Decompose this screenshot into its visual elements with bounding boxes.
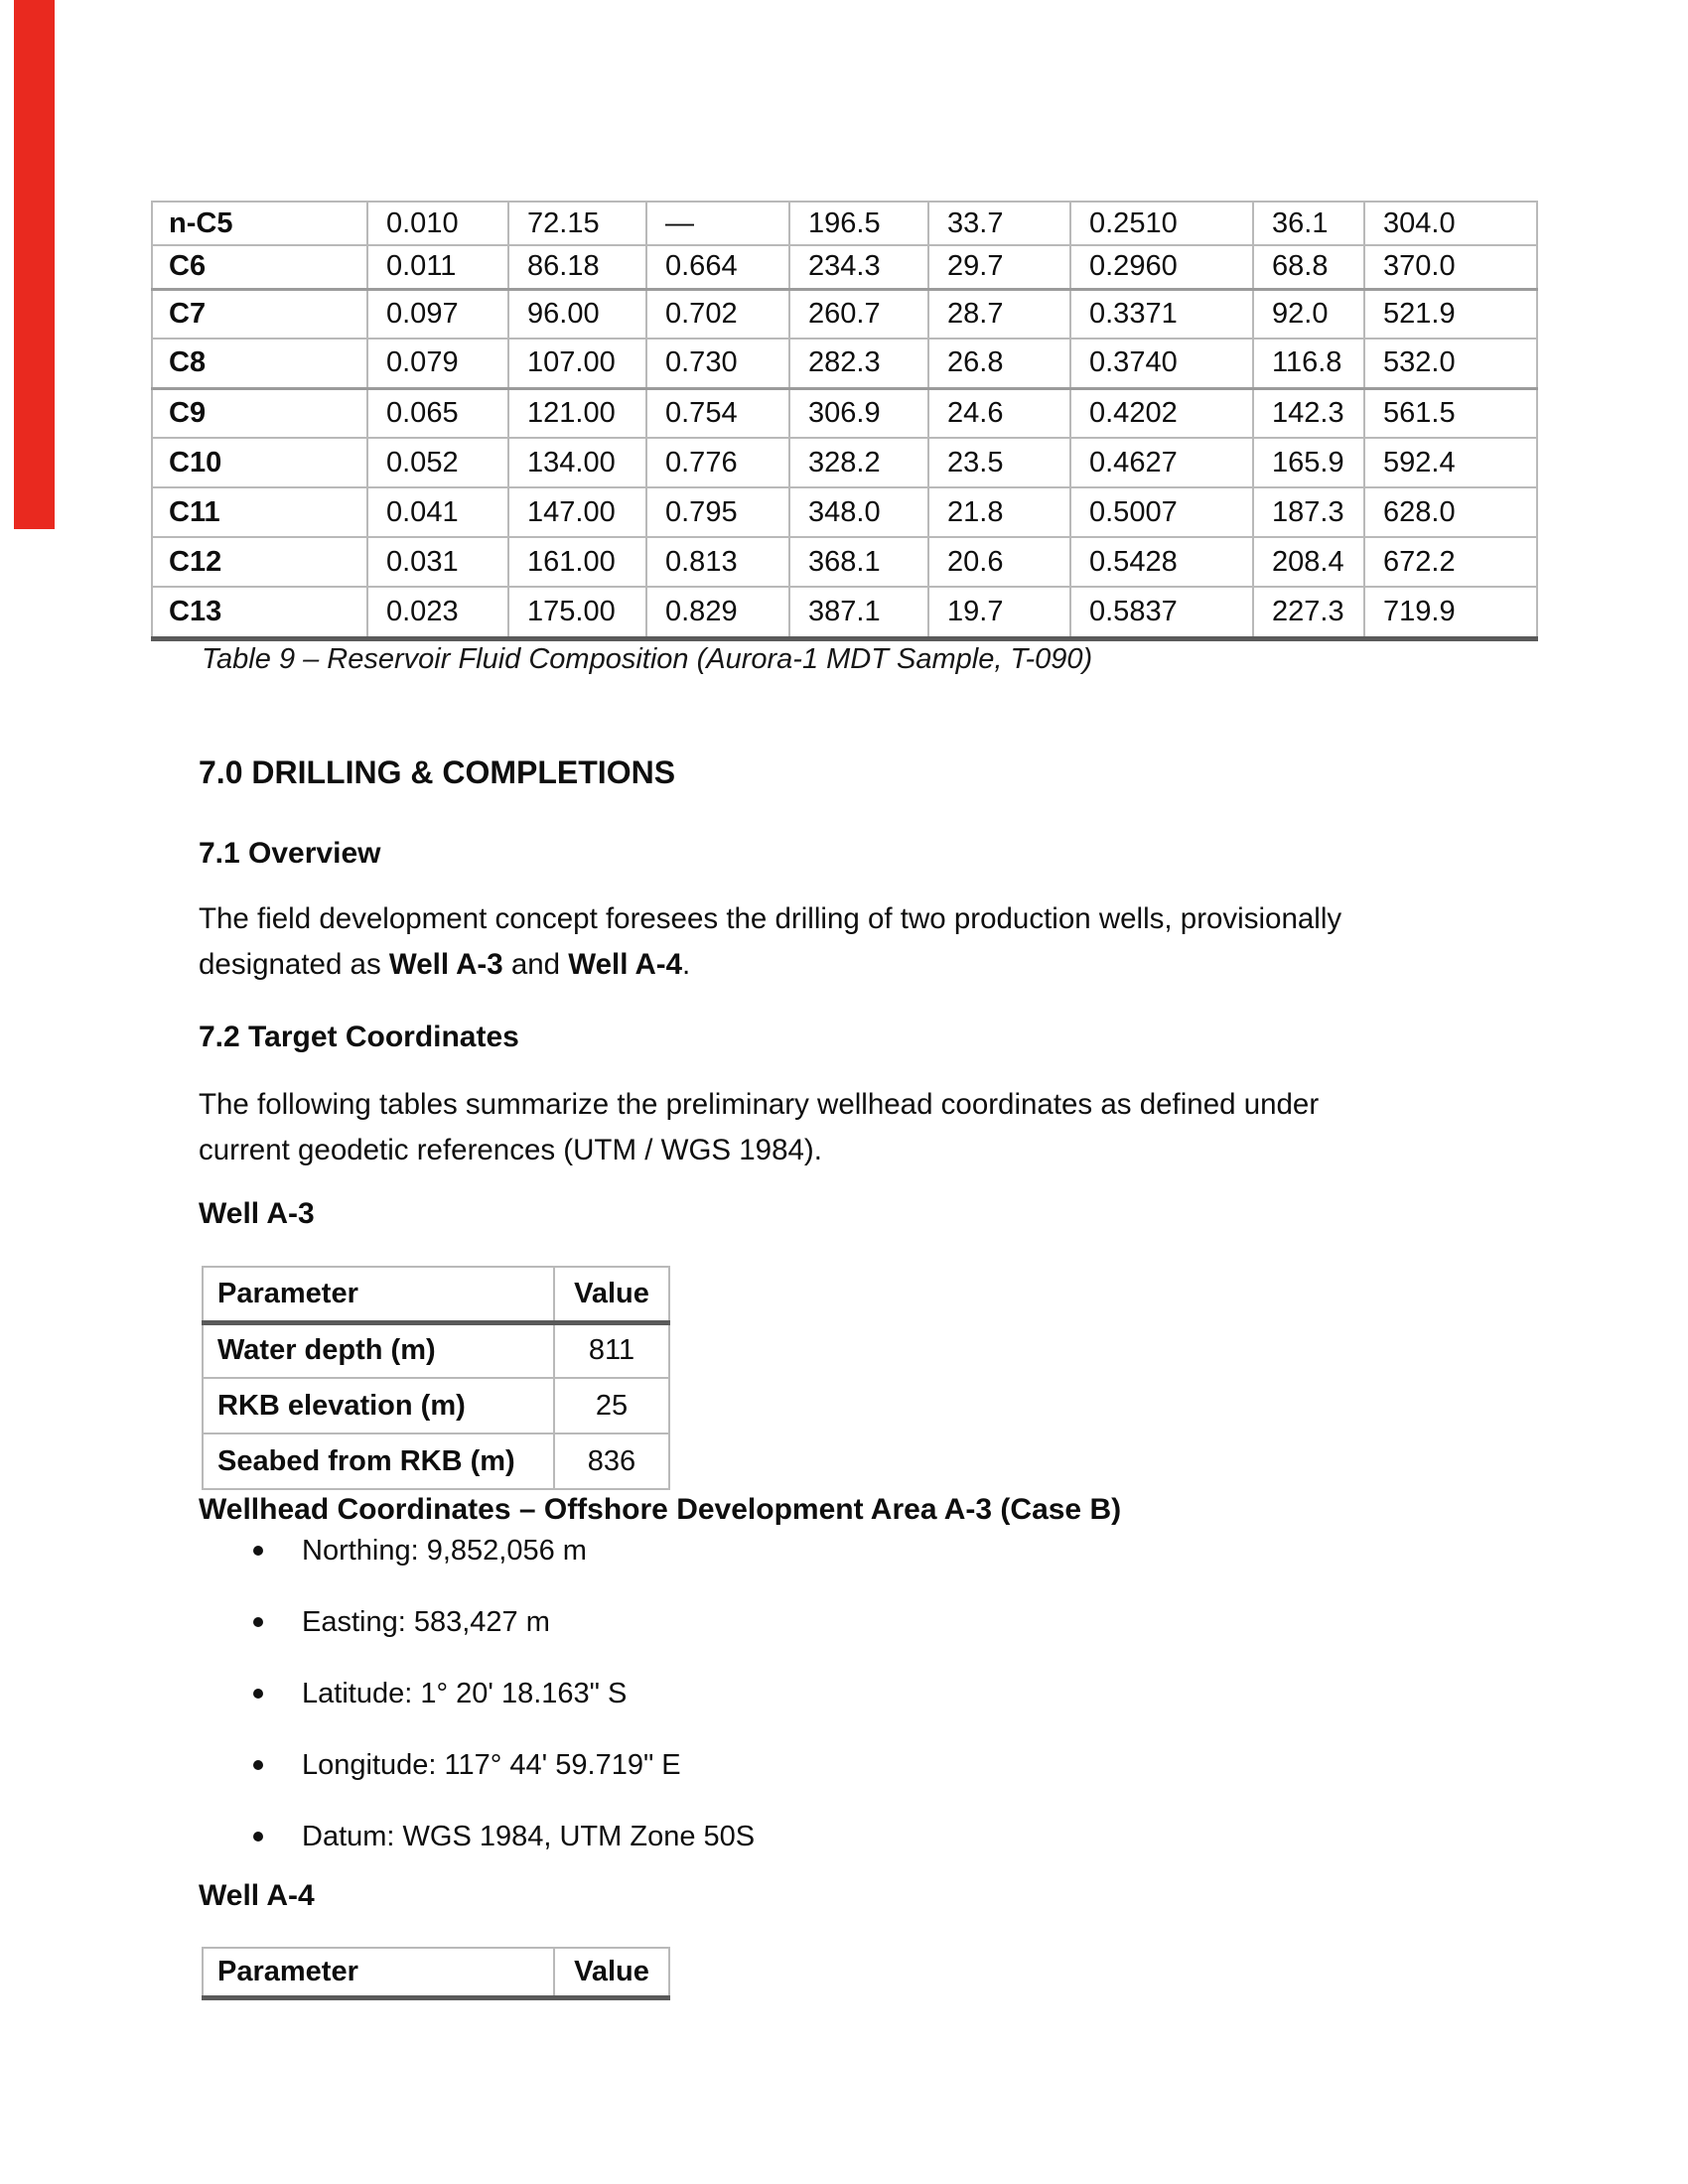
parameter-row [203, 1378, 669, 1433]
well-a4-bold: Well A-4 [568, 948, 683, 981]
list-item [253, 1729, 755, 1801]
value-cell: 532.0 [1364, 339, 1537, 388]
well-a4-table-body [203, 1948, 669, 1997]
value-cell: 0.3740 [1070, 339, 1253, 388]
fluid-table-row [152, 487, 1537, 537]
value-cell: 0.5428 [1070, 537, 1253, 587]
value-cell: 0.011 [367, 245, 508, 289]
bullet-icon [253, 1617, 263, 1627]
value-cell: 260.7 [789, 289, 928, 339]
component-cell: C11 [152, 487, 367, 537]
section-heading-7-0: 7.0 DRILLING & COMPLETIONS [199, 754, 676, 790]
paragraph-line [199, 942, 1519, 988]
value-cell: 592.4 [1364, 438, 1537, 487]
value-cell: 348.0 [789, 487, 928, 537]
list-item [253, 1658, 755, 1729]
fluid-table-row [152, 587, 1537, 638]
value-cell: 28.7 [928, 289, 1070, 339]
value-cell: 147.00 [508, 487, 646, 537]
fluid-composition-table [151, 201, 1538, 641]
value-cell: 0.041 [367, 487, 508, 537]
table-header-row [203, 1267, 669, 1322]
bullet-text: Easting: 583,427 m [302, 1605, 550, 1638]
component-cell: C7 [152, 289, 367, 339]
fluid-table-row [152, 388, 1537, 438]
value-cell: 196.5 [789, 202, 928, 245]
value-cell: 0.730 [646, 339, 789, 388]
well-a3-table-body [203, 1267, 669, 1322]
value-cell: 116.8 [1253, 339, 1364, 388]
bullet-icon [253, 1760, 263, 1770]
value-cell: 0.4202 [1070, 388, 1253, 438]
value-cell: 0.079 [367, 339, 508, 388]
component-cell: n-C5 [152, 202, 367, 245]
value-cell: 187.3 [1253, 487, 1364, 537]
value-cell: 25 [554, 1378, 669, 1433]
fluid-table-body [152, 202, 1537, 638]
parameter-header-cell: Parameter [203, 1267, 554, 1322]
fluid-table-row [152, 202, 1537, 245]
value-cell: 0.097 [367, 289, 508, 339]
value-cell: 328.2 [789, 438, 928, 487]
table-caption: Table 9 – Reservoir Fluid Composition (Aurora-1 MDT Sample, T-090) [202, 643, 1093, 675]
coordinates-bullet-list [253, 1515, 755, 1872]
bullet-text: Longitude: 117° 44' 59.719" E [302, 1748, 681, 1781]
component-cell: C9 [152, 388, 367, 438]
value-cell: 0.2960 [1070, 245, 1253, 289]
value-cell: 304.0 [1364, 202, 1537, 245]
well-a4-parameter-table [202, 1947, 670, 2000]
value-cell: 24.6 [928, 388, 1070, 438]
value-cell: 0.5007 [1070, 487, 1253, 537]
value-cell: 0.702 [646, 289, 789, 339]
fluid-table-row [152, 289, 1537, 339]
value-cell: 33.7 [928, 202, 1070, 245]
value-cell: 370.0 [1364, 245, 1537, 289]
section-heading-7-1: 7.1 Overview [199, 837, 381, 870]
component-cell: C6 [152, 245, 367, 289]
parameter-row [203, 1433, 669, 1489]
bullet-icon [253, 1689, 263, 1699]
component-cell: C13 [152, 587, 367, 638]
value-cell: 306.9 [789, 388, 928, 438]
value-cell: 0.052 [367, 438, 508, 487]
value-cell: 387.1 [789, 587, 928, 638]
value-cell: 86.18 [508, 245, 646, 289]
bullet-icon [253, 1546, 263, 1556]
value-cell: 719.9 [1364, 587, 1537, 638]
value-cell: 628.0 [1364, 487, 1537, 537]
value-cell: 165.9 [1253, 438, 1364, 487]
value-cell: 36.1 [1253, 202, 1364, 245]
parameter-cell: RKB elevation (m) [203, 1378, 554, 1433]
value-cell: 0.664 [646, 245, 789, 289]
value-cell: 20.6 [928, 537, 1070, 587]
value-cell: 19.7 [928, 587, 1070, 638]
value-cell: 0.031 [367, 537, 508, 587]
value-cell: 208.4 [1253, 537, 1364, 587]
value-cell: 121.00 [508, 388, 646, 438]
value-cell: 0.795 [646, 487, 789, 537]
coordinates-paragraph [199, 1082, 1519, 1173]
value-cell: 282.3 [789, 339, 928, 388]
fluid-table-row [152, 537, 1537, 587]
bullet-text: Datum: WGS 1984, UTM Zone 50S [302, 1820, 756, 1852]
table-header-row [203, 1948, 669, 1997]
list-item [253, 1801, 755, 1872]
parameter-cell: Water depth (m) [203, 1322, 554, 1378]
value-cell: 161.00 [508, 537, 646, 587]
value-cell: 0.4627 [1070, 438, 1253, 487]
value-cell: 0.5837 [1070, 587, 1253, 638]
paragraph-text: and [502, 948, 569, 981]
value-cell: 227.3 [1253, 587, 1364, 638]
value-cell: 0.754 [646, 388, 789, 438]
value-cell: 0.776 [646, 438, 789, 487]
value-cell: 836 [554, 1433, 669, 1489]
value-cell: 811 [554, 1322, 669, 1378]
value-cell: 107.00 [508, 339, 646, 388]
value-cell: 29.7 [928, 245, 1070, 289]
overview-paragraph [199, 896, 1519, 988]
wellhead-coordinates-heading: Wellhead Coordinates – Offshore Development Area A-3 (Case B) [199, 1493, 1122, 1526]
list-item [253, 1515, 755, 1586]
component-cell: C8 [152, 339, 367, 388]
value-cell: 92.0 [1253, 289, 1364, 339]
value-cell: 0.813 [646, 537, 789, 587]
value-cell: 561.5 [1364, 388, 1537, 438]
value-cell: 234.3 [789, 245, 928, 289]
value-cell: 96.00 [508, 289, 646, 339]
value-cell: 68.8 [1253, 245, 1364, 289]
value-cell: 368.1 [789, 537, 928, 587]
well-a3-bold: Well A-3 [388, 948, 503, 981]
value-cell: 0.010 [367, 202, 508, 245]
well-a4-heading: Well A-4 [199, 1879, 315, 1912]
component-cell: C10 [152, 438, 367, 487]
value-cell: 142.3 [1253, 388, 1364, 438]
section-heading-7-2: 7.2 Target Coordinates [199, 1021, 519, 1053]
value-cell: — [646, 202, 789, 245]
value-cell: 0.3371 [1070, 289, 1253, 339]
value-cell: 0.829 [646, 587, 789, 638]
value-cell: 0.2510 [1070, 202, 1253, 245]
value-cell: 0.065 [367, 388, 508, 438]
fluid-table-row [152, 438, 1537, 487]
value-cell: 23.5 [928, 438, 1070, 487]
well-a3-heading: Well A-3 [199, 1197, 315, 1230]
component-cell: C12 [152, 537, 367, 587]
value-cell: 175.00 [508, 587, 646, 638]
paragraph-line: The field development concept foresees the drilling of two production wells, provisionally [199, 902, 1342, 935]
value-cell: 0.023 [367, 587, 508, 638]
value-cell: 21.8 [928, 487, 1070, 537]
well-a3-parameter-table [202, 1266, 670, 1490]
list-item [253, 1586, 755, 1658]
paragraph-line: current geodetic references (UTM / WGS 1984). [199, 1134, 822, 1166]
value-cell: 672.2 [1364, 537, 1537, 587]
paragraph-text: . [682, 948, 691, 981]
fluid-table-row [152, 245, 1537, 289]
parameter-row [203, 1322, 669, 1378]
fluid-table-row [152, 339, 1537, 388]
value-cell: 134.00 [508, 438, 646, 487]
value-cell: 521.9 [1364, 289, 1537, 339]
bullet-text: Northing: 9,852,056 m [302, 1534, 587, 1567]
value-cell: 72.15 [508, 202, 646, 245]
bullet-icon [253, 1832, 263, 1842]
value-header-cell: Value [554, 1948, 669, 1997]
parameter-header-cell: Parameter [203, 1948, 554, 1997]
well-a3-table-rows [203, 1322, 669, 1489]
paragraph-line: The following tables summarize the preliminary wellhead coordinates as defined under [199, 1088, 1320, 1121]
bullet-text: Latitude: 1° 20' 18.163" S [302, 1677, 628, 1709]
parameter-cell: Seabed from RKB (m) [203, 1433, 554, 1489]
value-cell: 26.8 [928, 339, 1070, 388]
red-margin-bar [14, 0, 55, 529]
paragraph-text: designated as [199, 948, 389, 981]
value-header-cell: Value [554, 1267, 669, 1322]
